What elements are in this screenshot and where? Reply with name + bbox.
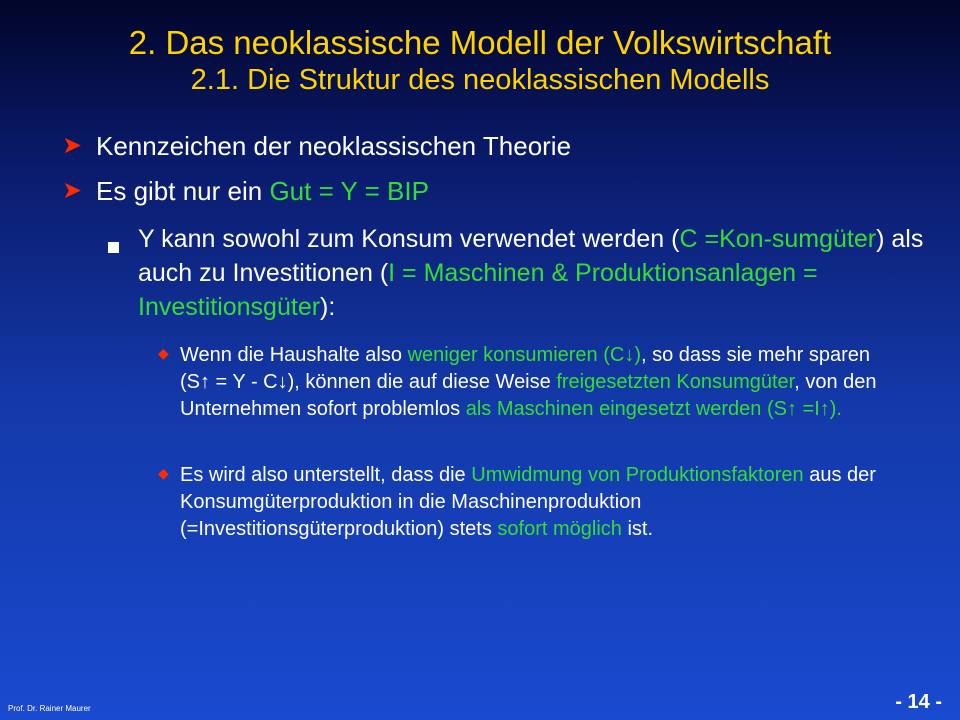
diamond-bullet-text: Wenn die Haushalte also weniger konsumieren (C↓), so dass sie mehr sparen (S↑ = Y - C↓), können die auf diese Weise freigesetzten Konsumgüter, von den Unternehmen sofort problemlos als Maschinen eingesetzt werden (S↑ =I↑). — [180, 344, 877, 420]
author-footer: Prof. Dr. Rainer Maurer — [8, 704, 91, 713]
arrow-bullet-icon: ➤ — [62, 177, 83, 204]
arrow-bullet-icon: ➤ — [62, 132, 83, 159]
bullet-text: Kennzeichen der neoklassischen Theorie — [96, 131, 572, 161]
sub-bullet-text: Y kann sowohl zum Konsum verwendet werden (C =Kon-sumgüter) als auch zu Investitionen (I = Maschinen & Produktionsanlagen = Investitionsgüter): — [138, 225, 924, 321]
diamond-bullet-unterstellt — [158, 462, 898, 543]
diamond-bullet-haushalte — [158, 342, 898, 423]
sub-bullet-y — [108, 222, 928, 324]
diamond-bullet-icon: ◆ — [158, 465, 169, 481]
title-block — [0, 24, 960, 98]
square-bullet-icon — [108, 222, 138, 324]
diamond-bullet-icon: ◆ — [158, 345, 169, 361]
slide-subtitle: 2.1. Die Struktur des neoklassischen Modells — [190, 64, 770, 96]
slide-title: 2. Das neoklassische Modell der Volkswirtschaft — [128, 24, 832, 61]
page-number: - 14 - — [895, 691, 942, 713]
diamond-bullet-text: Es wird also unterstellt, dass die Umwidmung von Produktionsfaktoren aus der Konsumgüterproduktion in die Maschinenproduktion (=Investitionsgüterproduktion) stets sofort möglich ist. — [180, 464, 876, 540]
bullet-kennzeichen — [62, 130, 571, 162]
bullet-gut — [62, 175, 429, 207]
bullet-text: Es gibt nur ein Gut = Y = BIP — [96, 176, 429, 206]
